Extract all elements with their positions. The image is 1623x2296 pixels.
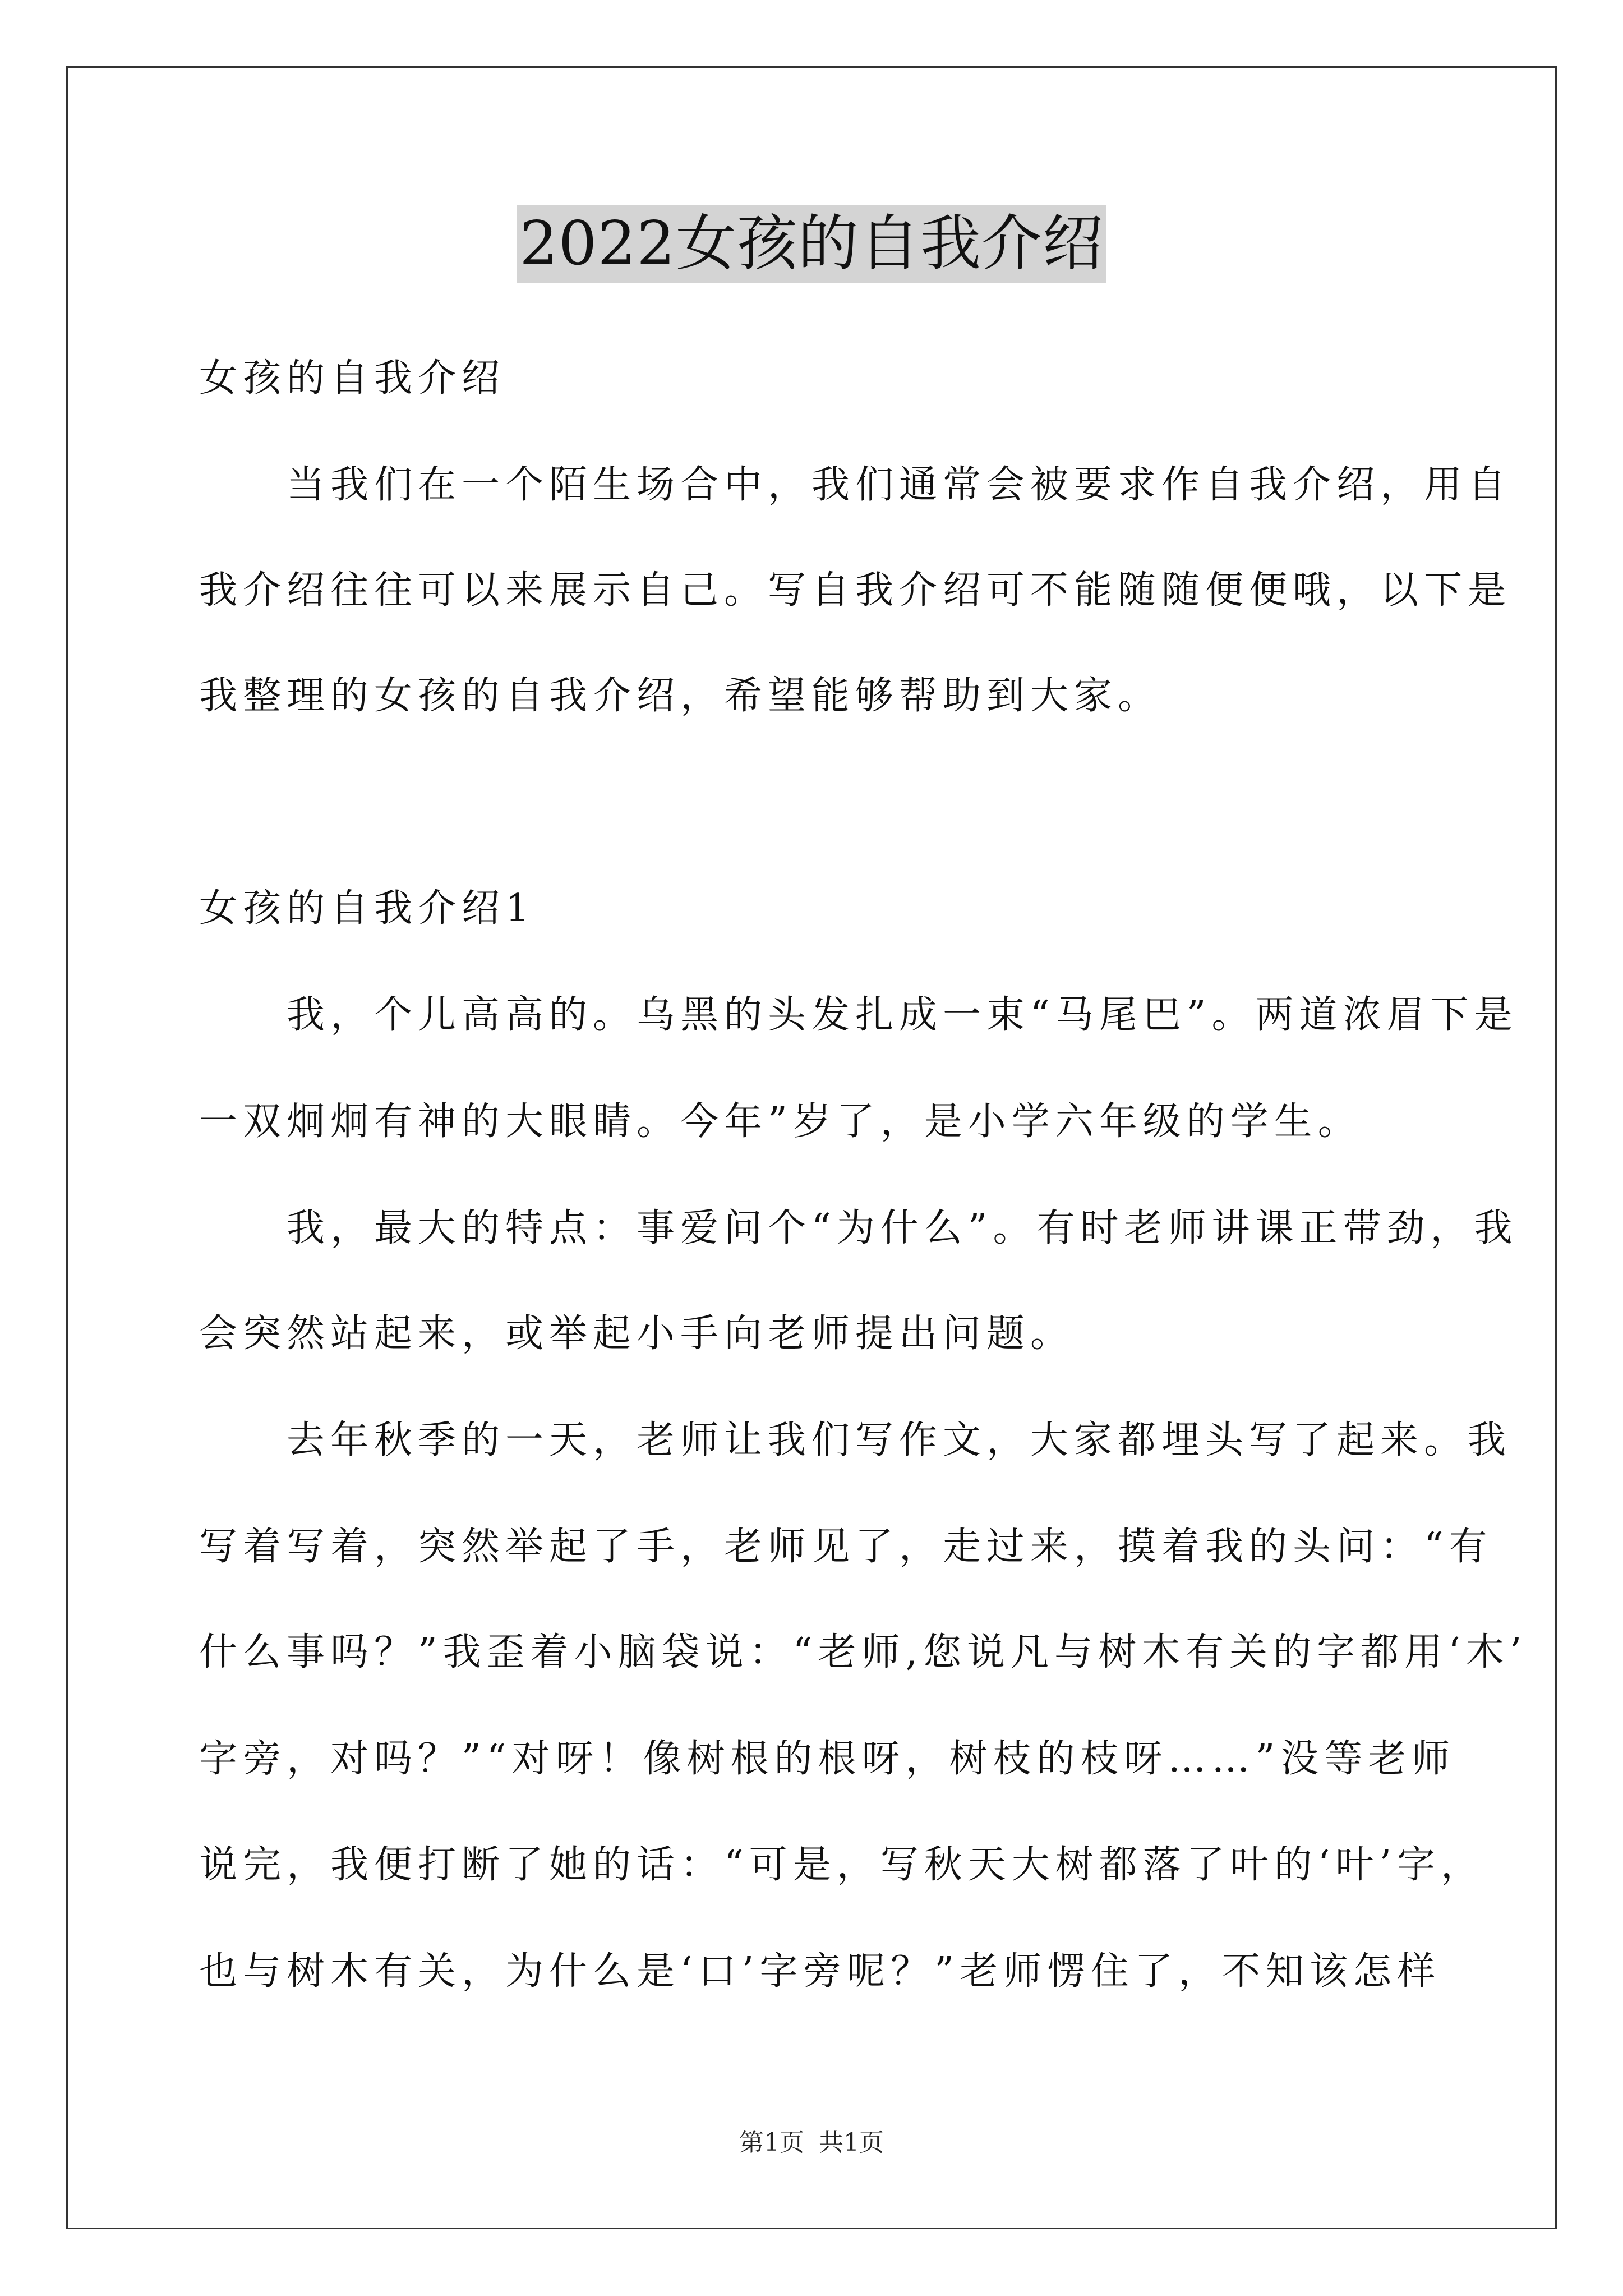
body-line: 写着写着，突然举起了手，老师见了，走过来，摸着我的头问：“有 xyxy=(199,1525,1493,1569)
body-line: 说完，我便打断了她的话：“可是，写秋天大树都落了叶的‘叶’字， xyxy=(199,1843,1484,1887)
body-line: 什么事吗？”我歪着小脑袋说：“老师,您说凡与树木有关的字都用‘木’ xyxy=(199,1630,1528,1674)
body-line: 我，个儿高高的。乌黑的头发扎成一束“马尾巴”。两道浓眉下是 xyxy=(199,993,1518,1037)
body-line: 字旁，对吗？”“对呀！像树根的根呀，树枝的枝呀……”没等老师 xyxy=(199,1737,1456,1781)
page-number: 第1页 xyxy=(739,2128,804,2157)
body-line: 去年秋季的一天，老师让我们写作文，大家都埋头写了起来。我 xyxy=(199,1418,1512,1462)
body-line: 会突然站起来，或举起小手向老师提出问题。 xyxy=(199,1312,1075,1356)
body-line: 当我们在一个陌生场合中，我们通常会被要求作自我介绍，用自 xyxy=(199,463,1512,507)
page-total: 共1页 xyxy=(819,2128,884,2157)
title-container xyxy=(0,205,1623,283)
body-line: 也与树木有关，为什么是‘口’字旁呢？”老师愣住了，不知该怎样 xyxy=(199,1949,1441,1994)
body-line: 我，最大的特点：事爱问个“为什么”。有时老师讲课正带劲，我 xyxy=(199,1206,1518,1250)
body-line: 我整理的女孩的自我介绍，希望能够帮助到大家。 xyxy=(199,674,1162,718)
body-line: 我介绍往往可以来展示自己。写自我介绍可不能随随便便哦，以下是 xyxy=(199,568,1512,613)
section-heading: 女孩的自我介绍1 xyxy=(199,886,536,931)
section-heading: 女孩的自我介绍 xyxy=(199,356,506,401)
body-line: 一双炯炯有神的大眼睛。今年”岁了，是小学六年级的学生。 xyxy=(199,1099,1362,1144)
document-title: 2022女孩的自我介绍 xyxy=(517,205,1106,283)
page-footer xyxy=(0,2126,1623,2160)
